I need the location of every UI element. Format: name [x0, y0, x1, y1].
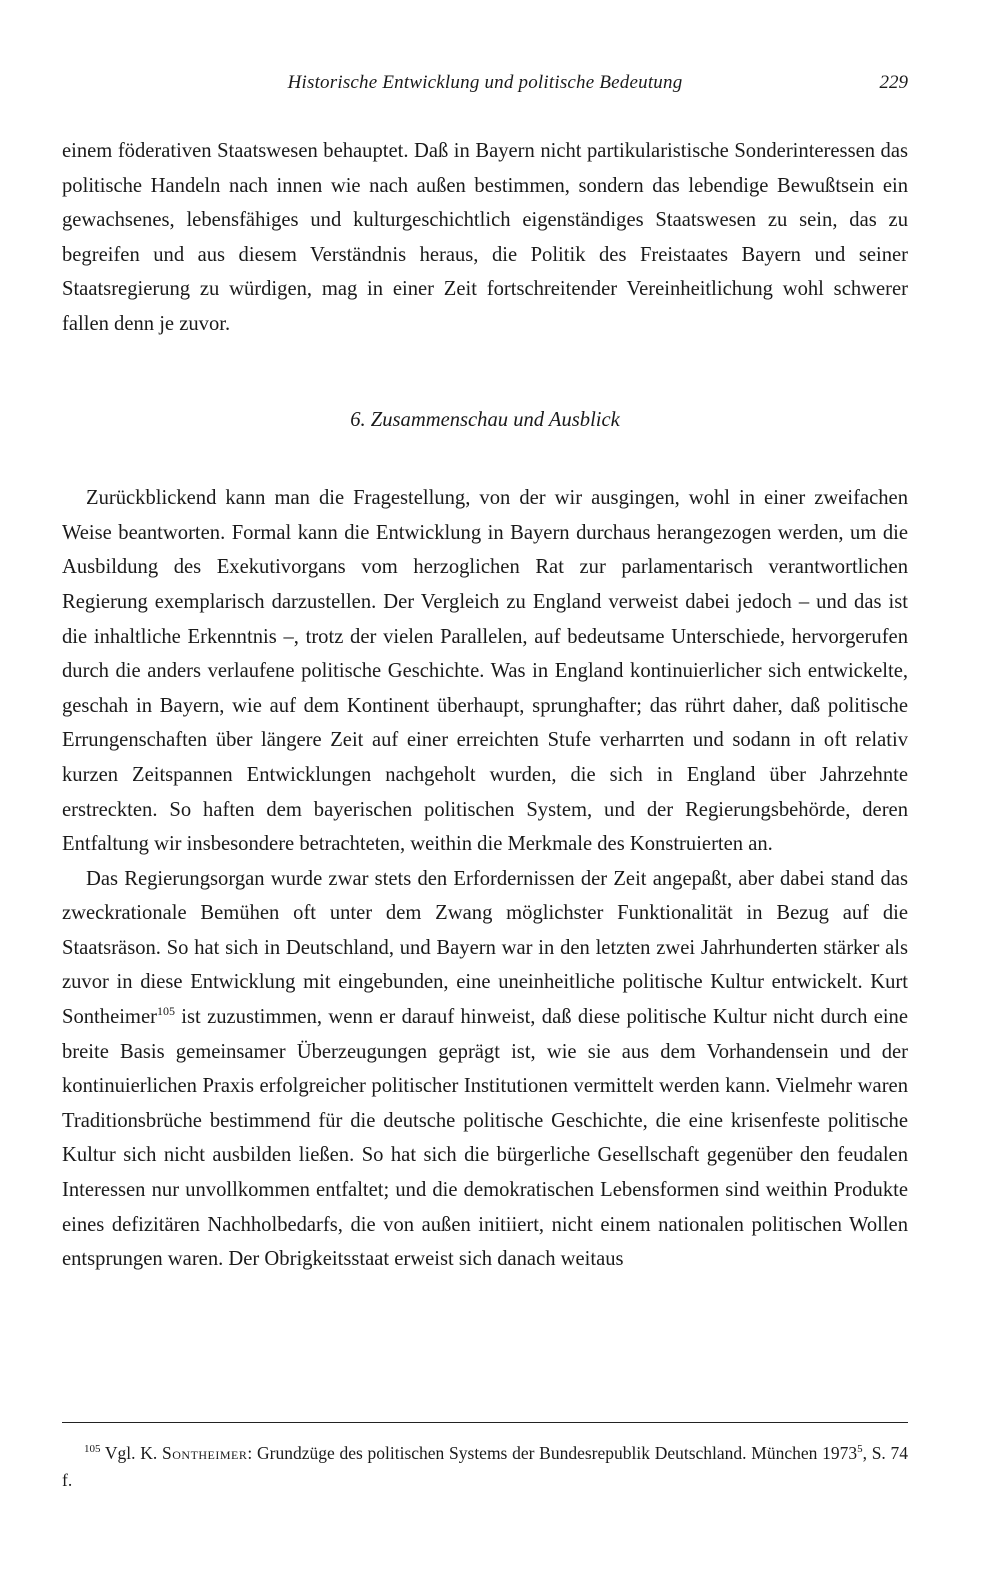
- footnote-number: 105: [84, 1443, 101, 1455]
- running-head: [62, 72, 908, 102]
- footnote-text: : Grundzüge des politischen Systems der Bundesrepublik Deutschland. München 1973: [247, 1443, 858, 1463]
- paragraph-1: einem föderativen Staatswesen behauptet. Daß in Bayern nicht partikularistische Sonderinteressen das politische Handeln nach innen wie nach außen bestimmen, sondern das lebendige Bewußtsein ein gewachsenes, lebensfähiges und kulturgeschichtlich eigenständiges Staatswesen zu sein, das zu begreifen und aus diesem Verständnis heraus, die Politik des Freistaates Bayern und seiner Staatsregierung zu würdigen, mag in einer Zeit fortschreitender Vereinheitlichung wohl schwerer fallen denn je zuvor.: [62, 140, 908, 335]
- footnote-edition: 5: [857, 1443, 863, 1455]
- paragraph-3-part-2: ist zuzustimmen, wenn er darauf hinweist, daß diese politische Kultur nicht durch eine breite Basis gemeinsamer Überzeugungen geprägt ist, wie sie aus dem Vorhandensein und der kontinuierlichen Praxis erfolgreicher politischer Institutionen vermittelt werden kann. Vielmehr waren Traditionsbrüche bestimmend für die deutsche politische Geschichte, die eine krisenfeste politische Kultur sich nicht ausbilden ließen. So hat sich die bürgerliche Gesellschaft gegenüber den feudalen Interessen nur unvollkommen entfaltet; und die demokratischen Lebensformen sind weithin Produkte eines defizitären Nachholbedarfs, die von außen initiiert, nicht einem nationalen politischen Wollen entsprungen waren. Der Obrigkeitsstaat erweist sich danach weitaus: [62, 1006, 908, 1271]
- footnote-suffix: , S. 74 f.: [62, 1443, 909, 1490]
- paragraph-2: Zurückblickend kann man die Fragestellung, von der wir ausgingen, wohl in einer zweifachen Weise beantworten. Formal kann die Entwicklung in Bayern durchaus herangezogen werden, um die Ausbildung des Exekutivorgans vom herzoglichen Rat zur parlamentarisch verantwortlichen Regierung exemplarisch darzustellen. Der Vergleich zu England verweist dabei jedoch – und das ist die inhaltliche Erkenntnis –, trotz der vielen Parallelen, auf bedeutsame Unterschiede, hervorgerufen durch die anders verlaufene politische Geschichte. Was in England kontinuierlicher sich entwickelte, geschah in Bayern, wie auf dem Kontinent überhaupt, sprunghafter; das rührt daher, daß politische Errungenschaften über längere Zeit auf einer erreichten Stufe verharrten und sodann in oft relativ kurzen Zeitspannen Entwicklungen nachgeholt wurden, die sich in England über Jahrzehnte erstreckten. So haften dem bayerischen politischen System, und der Regierungsbehörde, deren Entfaltung wir insbesondere betrachteten, weithin die Merkmale des Konstruierten an.: [62, 487, 908, 856]
- running-title: Historische Entwicklung und politische Bedeutung: [287, 72, 683, 93]
- paragraph-3: [62, 862, 908, 1277]
- footnote-author: Sontheimer: [162, 1443, 248, 1463]
- footnote-rule: [62, 1422, 908, 1423]
- paragraph-3-part-1: Das Regierungsorgan wurde zwar stets den Erfordernissen der Zeit angepaßt, aber dabei stand das zweckrationale Bemühen oft unter dem Zwang möglichster Funktionalität in Bezug auf die Staatsräson. So hat sich in Deutschland, und Bayern war in den letzten zwei Jahrhunderten stärker als zuvor in diese Entwicklung mit eingebunden, eine uneinheitliche politische Kultur entwickelt. Kurt Sontheimer: [62, 867, 908, 1029]
- footnote: [62, 1440, 908, 1494]
- book-page: [62, 0, 908, 1594]
- footnote-reference: 105: [156, 1004, 175, 1019]
- footnote-prefix: Vgl. K.: [100, 1443, 162, 1463]
- section-heading: 6. Zusammenschau und Ausblick: [350, 408, 620, 431]
- body-text: [62, 134, 908, 1277]
- page-number: 229: [879, 72, 908, 93]
